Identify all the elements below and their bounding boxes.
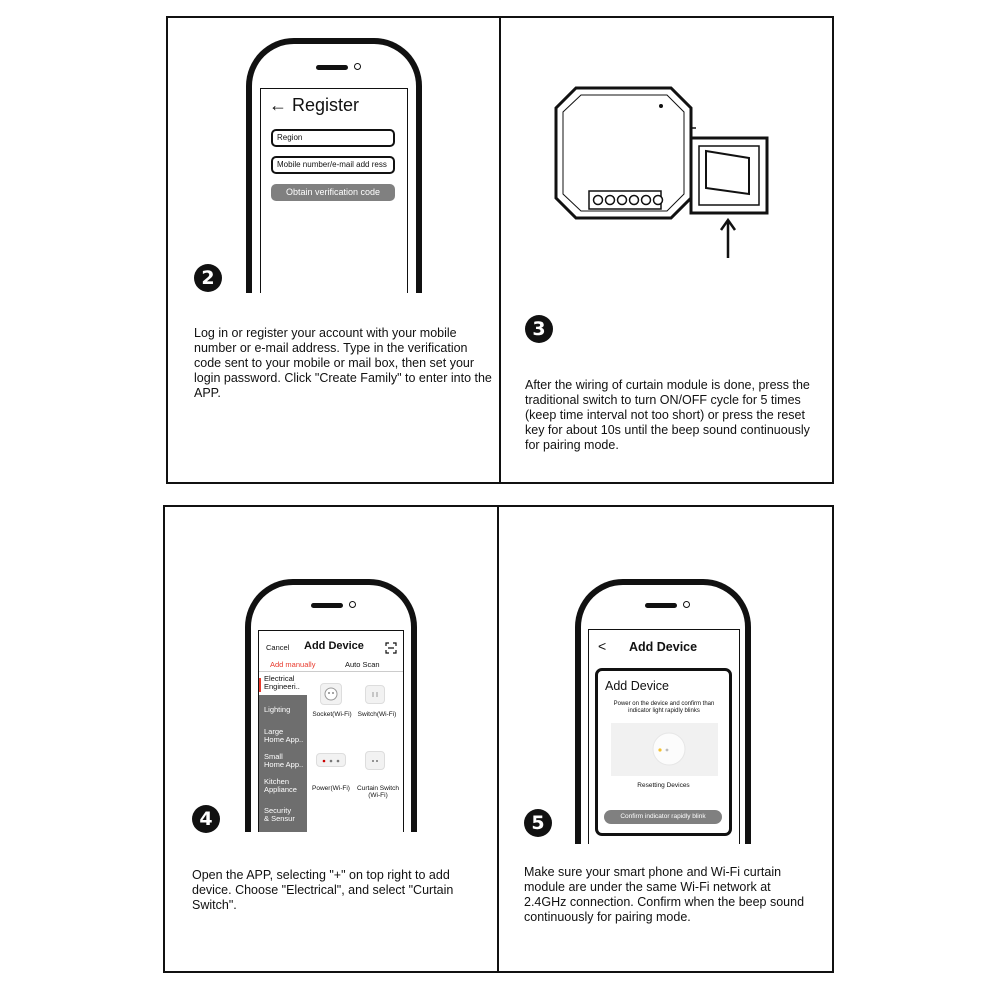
socket-icon[interactable] [320,683,342,705]
step-3-panel [499,16,834,484]
phone-screen [260,88,408,293]
back-button[interactable]: < [598,638,607,654]
curtain-switch-icon[interactable] [365,751,385,770]
category-security-sensor[interactable]: Security & Sensur [264,806,295,823]
mobile-email-field[interactable]: Mobile number/e-mail add ress [271,156,395,174]
resetting-caption: Resetting Devices [637,782,690,789]
confirm-card [595,668,732,836]
device-illustration [611,723,718,776]
step-description: After the wiring of curtain module is done, press the traditional switch to turn ON/OFF cycle for 5 times (keep time interval not too short) or press the reset key for about 10s until the beep sound continuously for pairing mode. [525,378,810,452]
reset-key [659,104,663,108]
device-power[interactable]: Power(Wi-Fi) [312,785,350,792]
indicator-light [658,748,661,751]
step-number-badge: 3 [525,315,553,343]
category-selected-marker [259,678,261,692]
phone-speaker [316,65,348,70]
press-arrow [721,220,735,258]
confirm-blink-button[interactable]: Confirm indicator rapidly blink [604,810,722,824]
category-large-home-appliance[interactable]: Large Home App.. [264,727,304,744]
cancel-button[interactable]: Cancel [266,643,290,652]
tab-divider [259,671,404,672]
device-curtain-switch[interactable]: Curtain Switch (Wi-Fi) [357,785,399,799]
step-number-badge: 5 [524,809,552,837]
card-title: Add Device [605,679,669,693]
power-strip-icon[interactable] [316,753,346,767]
step-description: Open the APP, selecting "+" on top right to add device. Choose "Electrical", and select "Curtain Switch". [192,868,454,912]
phone-camera [354,63,361,70]
category-electrical[interactable]: Electrical Engineeri.. [264,674,300,691]
category-small-home-appliance[interactable]: Small Home App.. [264,752,304,769]
add-device-title: Add Device [304,640,364,652]
curtain-module-illustration [541,78,811,338]
step-description: Log in or register your account with your mobile number or e-mail address. Type in the verification code sent to your mobile or mail box, then set your login password. Click "Create Family" to enter into the APP. [194,326,492,400]
add-device-title: Add Device [629,640,698,654]
tab-auto-scan[interactable]: Auto Scan [345,660,380,669]
step-number-badge: 4 [192,805,220,833]
category-kitchen-appliance[interactable]: Kitchen Appliance [264,777,297,794]
category-lighting[interactable]: Lighting [264,705,291,714]
phone-camera [683,601,690,608]
tab-add-manually[interactable]: Add manually [270,660,316,669]
region-field[interactable]: Region [271,129,395,147]
step-description: Make sure your smart phone and Wi-Fi curtain module are under the same Wi-Fi network at 2.4GHz connection. Confirm when the beep sound continuously for pairing mode. [524,865,805,924]
device-switch[interactable]: Switch(Wi-Fi) [357,711,397,718]
card-instruction: Power on the device and confirm than indicator light rapidly blinks [613,701,715,714]
obtain-code-button[interactable]: Obtain verification code [271,184,395,201]
phone-screen [258,630,404,832]
step-5-panel [497,505,834,973]
phone-camera [349,601,356,608]
device-socket[interactable]: Socket(Wi-Fi) [312,711,352,718]
phone-speaker [645,603,677,608]
scan-icon[interactable] [385,642,397,654]
register-title: ← Register [269,95,360,115]
step-4-panel [163,505,499,973]
phone-speaker [311,603,343,608]
switch-icon[interactable] [365,685,385,704]
rocker-button [706,151,749,194]
device-dome-icon [653,733,685,765]
step-number-badge: 2 [194,264,222,292]
phone-screen [588,629,740,844]
step-2-panel [166,16,501,484]
